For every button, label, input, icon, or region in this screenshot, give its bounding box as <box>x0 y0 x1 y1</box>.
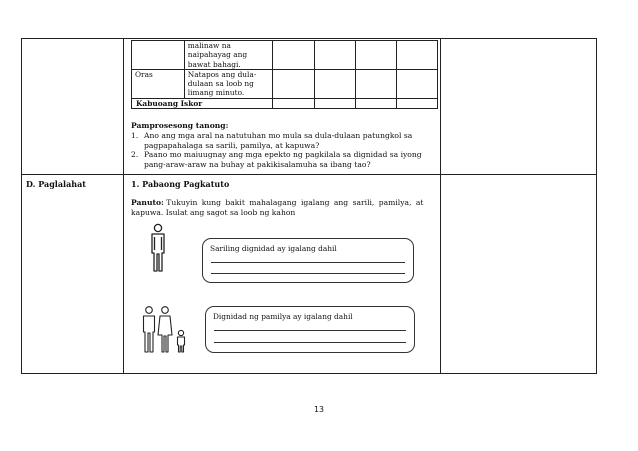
rubric-desc-line: naipahayag ang <box>187 50 248 60</box>
score-cell <box>314 41 355 70</box>
rubric-desc-line: dulaan sa loob ng <box>187 79 254 89</box>
answer-box-self[interactable] <box>202 238 414 283</box>
score-cell <box>273 98 314 108</box>
instruction <box>131 198 423 207</box>
question-text: pang-araw-araw na buhay at pakikisalamuha sa ibang tao? <box>144 159 371 169</box>
answer-line <box>214 342 406 343</box>
rubric-row <box>132 41 438 70</box>
answer-box-family[interactable] <box>205 306 415 353</box>
score-cell <box>396 69 437 98</box>
rubric-description <box>184 69 273 98</box>
page-number: 13 <box>314 405 324 414</box>
rubric-desc-line: limang minuto. <box>187 88 245 98</box>
score-cell <box>396 98 437 108</box>
column-divider-left <box>123 39 124 373</box>
answer-prompt: Sariling dignidad ay igalang dahil <box>210 244 337 253</box>
score-cell <box>314 98 355 108</box>
rubric-desc-line: malinaw na <box>187 41 231 50</box>
activity-title: 1. Pabaong Pagkatuto <box>131 179 230 189</box>
row-divider <box>22 174 596 175</box>
instruction-label: Panuto: <box>131 198 164 207</box>
answer-line <box>211 273 405 274</box>
question-text: pagpapahalaga sa sarili, pamilya, at kapuwa? <box>144 140 320 150</box>
score-cell <box>396 41 437 70</box>
instruction-text: kapuwa. Isulat ang sagot sa loob ng kahon <box>131 207 296 217</box>
question-number: 2. <box>131 150 139 159</box>
rubric-row <box>132 69 438 98</box>
answer-line <box>214 330 406 331</box>
answer-prompt: Dignidad ng pamilya ay igalang dahil <box>213 312 353 321</box>
section-label: D. Paglalahat <box>26 179 86 189</box>
question-text: Ano ang mga aral na natutuhan mo mula sa dula-dulaan patungkol sa <box>144 131 413 140</box>
score-cell <box>355 69 396 98</box>
column-divider-right <box>440 39 441 373</box>
instruction-text: Tukuyin kung bakit mahalagang igalang ang sarili, pamilya, at <box>166 198 424 207</box>
answer-line <box>211 262 405 263</box>
questions-title: Pamprosesong tanong: <box>131 121 229 130</box>
score-cell <box>273 41 314 70</box>
rubric-table <box>131 40 438 109</box>
score-cell <box>355 98 396 108</box>
person-icon <box>146 223 170 273</box>
rubric-description <box>184 41 273 70</box>
question-number: 1. <box>131 131 139 140</box>
question-text: Paano mo maiuugnay ang mga epekto ng pagkilala sa dignidad sa iyong <box>144 150 422 159</box>
total-score-label: Kabuoang Iskor <box>132 98 273 108</box>
score-cell <box>273 69 314 98</box>
rubric-desc-line: Natapos ang dula- <box>187 69 257 79</box>
rubric-criterion: Oras <box>132 69 185 98</box>
family-icon <box>139 305 191 355</box>
score-cell <box>355 41 396 70</box>
rubric-desc-line: bawat bahagi. <box>187 59 241 69</box>
rubric-total-row <box>132 98 438 108</box>
score-cell <box>314 69 355 98</box>
rubric-criterion <box>132 41 185 70</box>
